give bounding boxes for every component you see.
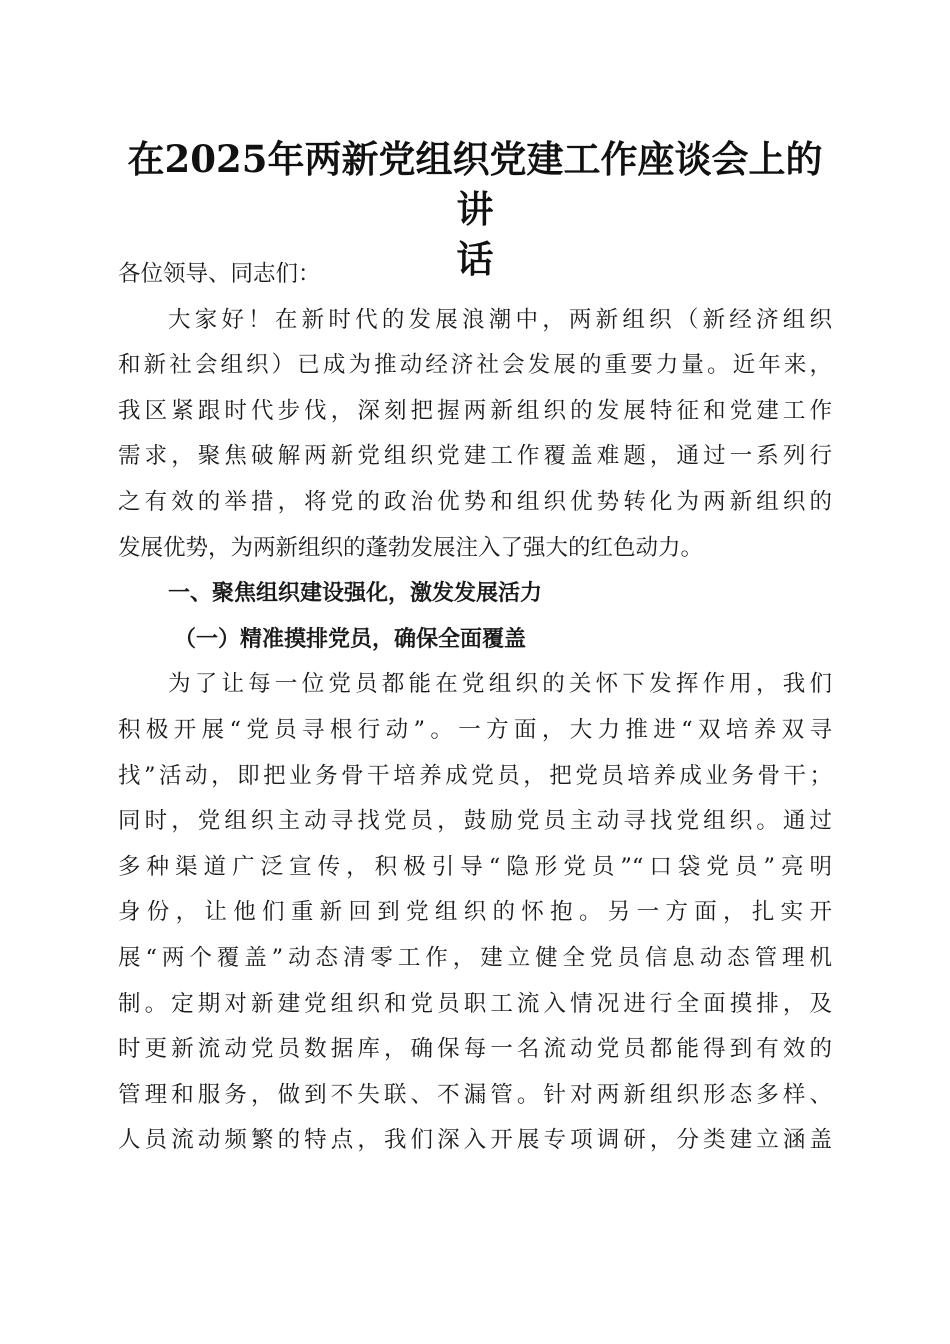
title-line-2: 话: [456, 237, 494, 281]
paragraph-line-10: 管理和服务，做到不失联、不漏管。针对两新组织形态多样、: [118, 1081, 832, 1108]
intro-line-3: 我区紧跟时代步伐，深刻把握两新组织的发展特征和党建工作: [118, 397, 832, 424]
title-line-1: 在2025年两新党组织党建工作座谈会上的讲: [127, 137, 823, 231]
paragraph-line-9: 时更新流动党员数据库，确保每一名流动党员都能得到有效的: [118, 1036, 832, 1063]
paragraph-line-5: 多种渠道广泛宣传，积极引导“隐形党员”“口袋党员”亮明: [118, 853, 832, 880]
paragraph-line-11: 人员流动频繁的特点，我们深入开展专项调研，分类建立涵盖: [118, 1127, 832, 1154]
paragraph-line-3: 找”活动，即把业务骨干培养成党员，把党员培养成业务骨干；: [118, 762, 832, 789]
paragraph-line-6: 身份，让他们重新回到党组织的怀抱。另一方面，扎实开: [118, 899, 832, 926]
section-heading-1: 一、聚焦组织建设强化，激发发展活力: [168, 581, 543, 607]
salutation: 各位领导、同志们：: [118, 261, 321, 287]
paragraph-line-4: 同时，党组织主动寻找党员，鼓励党员主动寻找党组织。通过: [118, 808, 832, 835]
paragraph-line-7: 展“两个覆盖”动态清零工作，建立健全党员信息动态管理机: [118, 944, 832, 971]
paragraph-line-8: 制。定期对新建党组织和党员职工流入情况进行全面摸排，及: [118, 990, 832, 1017]
intro-line-2: 和新社会组织）已成为推动经济社会发展的重要力量。近年来，: [118, 352, 832, 379]
intro-line-5: 之有效的举措，将党的政治优势和组织优势转化为两新组织的: [118, 488, 832, 515]
subsection-heading-1: （一）精准摸排党员，确保全面覆盖: [174, 625, 527, 652]
body-paragraph-1: [118, 662, 832, 1164]
intro-paragraph: [118, 298, 832, 572]
intro-line-4: 需求，聚焦破解两新党组织党建工作覆盖难题，通过一系列行: [118, 443, 832, 470]
paragraph-line-1: 为了让每一位党员都能在党组织的关怀下发挥作用，我们: [168, 671, 832, 698]
intro-line-6: 发展优势，为两新组织的蓬勃发展注入了强大的红色动力。: [118, 534, 704, 561]
document-body: [118, 252, 832, 1164]
intro-line-1: 大家好！在新时代的发展浪潮中，两新组织（新经济组织: [168, 306, 832, 333]
paragraph-line-2: 积极开展“党员寻根行动”。一方面，大力推进“双培养双寻: [118, 716, 832, 743]
